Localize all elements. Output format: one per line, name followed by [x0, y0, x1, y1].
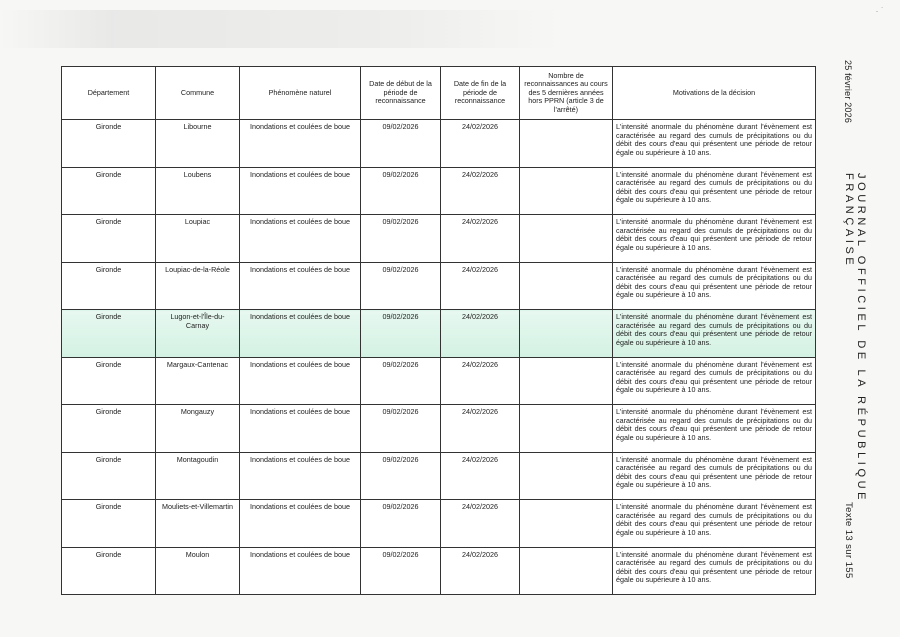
- cell-commune: Loupiac: [156, 215, 240, 263]
- table-row: [62, 452, 816, 500]
- cell-motivations: L'intensité anormale du phénomène durant l'évènement est caractérisée au regard des cumuls de précipitations ou du débit des cours d'eau qui présentent une période de retour égale ou supérieure à 10 ans.: [613, 452, 816, 500]
- header-date-debut: Date de début de la période de reconnaissance: [361, 67, 441, 120]
- header-commune: Commune: [156, 67, 240, 120]
- cell-phenomene: Inondations et coulées de boue: [240, 405, 361, 453]
- cell-departement: Gironde: [62, 215, 156, 263]
- cell-departement: Gironde: [62, 452, 156, 500]
- cell-commune: Mongauzy: [156, 405, 240, 453]
- cell-date-fin: 24/02/2026: [441, 405, 520, 453]
- table-row: [62, 310, 816, 358]
- cell-departement: Gironde: [62, 262, 156, 310]
- cell-commune: Margaux-Cantenac: [156, 357, 240, 405]
- cell-nombre: [520, 500, 613, 548]
- cell-date-fin: 24/02/2026: [441, 167, 520, 215]
- cell-date-fin: 24/02/2026: [441, 120, 520, 168]
- cell-motivations: L'intensité anormale du phénomène durant l'évènement est caractérisée au regard des cumuls de précipitations ou du débit des cours d'eau qui présentent une période de retour égale ou supérieure à 10 ans.: [613, 262, 816, 310]
- cell-date-debut: 09/02/2026: [361, 357, 441, 405]
- header-phenomene: Phénomène naturel: [240, 67, 361, 120]
- header-motivations: Motivations de la décision: [613, 67, 816, 120]
- cell-date-fin: 24/02/2026: [441, 262, 520, 310]
- cell-date-debut: 09/02/2026: [361, 167, 441, 215]
- cell-motivations: L'intensité anormale du phénomène durant l'évènement est caractérisée au regard des cumuls de précipitations ou du débit des cours d'eau qui présentent une période de retour égale ou supérieure à 10 ans.: [613, 357, 816, 405]
- cell-date-debut: 09/02/2026: [361, 452, 441, 500]
- cell-nombre: [520, 262, 613, 310]
- cell-date-fin: 24/02/2026: [441, 500, 520, 548]
- cell-nombre: [520, 215, 613, 263]
- cell-date-fin: 24/02/2026: [441, 310, 520, 358]
- cell-phenomene: Inondations et coulées de boue: [240, 120, 361, 168]
- cell-phenomene: Inondations et coulées de boue: [240, 452, 361, 500]
- side-margin: [843, 60, 867, 580]
- cell-nombre: [520, 167, 613, 215]
- cell-date-fin: 24/02/2026: [441, 452, 520, 500]
- publication-date: 25 février 2026: [843, 60, 853, 124]
- cell-commune: Loubens: [156, 167, 240, 215]
- cell-departement: Gironde: [62, 500, 156, 548]
- table-row: [62, 262, 816, 310]
- cell-departement: Gironde: [62, 310, 156, 358]
- table-row: [62, 547, 816, 595]
- cell-departement: Gironde: [62, 547, 156, 595]
- cell-phenomene: Inondations et coulées de boue: [240, 215, 361, 263]
- cell-date-debut: 09/02/2026: [361, 500, 441, 548]
- cell-motivations: L'intensité anormale du phénomène durant l'évènement est caractérisée au regard des cumuls de précipitations ou du débit des cours d'eau qui présentent une période de retour égale ou supérieure à 10 ans.: [613, 215, 816, 263]
- cell-nombre: [520, 120, 613, 168]
- table-header-row: [62, 67, 816, 120]
- header-nombre: Nombre de reconnaissances au cours des 5 dernières années hors PPRN (article 3 de l'arrêté): [520, 67, 613, 120]
- cell-nombre: [520, 452, 613, 500]
- scan-shading: [0, 10, 560, 48]
- cell-motivations: L'intensité anormale du phénomène durant l'évènement est caractérisée au regard des cumuls de précipitations ou du débit des cours d'eau qui présentent une période de retour égale ou supérieure à 10 ans.: [613, 167, 816, 215]
- cell-date-debut: 09/02/2026: [361, 405, 441, 453]
- cell-phenomene: Inondations et coulées de boue: [240, 310, 361, 358]
- scan-specks: · ˙: [875, 6, 884, 16]
- cell-nombre: [520, 310, 613, 358]
- header-date-fin: Date de fin de la période de reconnaissance: [441, 67, 520, 120]
- table-row: [62, 405, 816, 453]
- text-number: Texte 13 sur 155: [843, 502, 854, 579]
- cell-motivations: L'intensité anormale du phénomène durant l'évènement est caractérisée au regard des cumuls de précipitations ou du débit des cours d'eau qui présentent une période de retour égale ou supérieure à 10 ans.: [613, 310, 816, 358]
- cell-phenomene: Inondations et coulées de boue: [240, 167, 361, 215]
- cell-motivations: L'intensité anormale du phénomène durant l'évènement est caractérisée au regard des cumuls de précipitations ou du débit des cours d'eau qui présentent une période de retour égale ou supérieure à 10 ans.: [613, 547, 816, 595]
- cell-date-debut: 09/02/2026: [361, 262, 441, 310]
- journal-title: JOURNAL OFFICIEL DE LA RÉPUBLIQUE FRANÇAISE: [843, 173, 867, 504]
- cell-commune: Lugon-et-l'Île-du-Carnay: [156, 310, 240, 358]
- cell-departement: Gironde: [62, 405, 156, 453]
- cell-nombre: [520, 357, 613, 405]
- cell-date-fin: 24/02/2026: [441, 357, 520, 405]
- cell-nombre: [520, 405, 613, 453]
- cell-motivations: L'intensité anormale du phénomène durant l'évènement est caractérisée au regard des cumuls de précipitations ou du débit des cours d'eau qui présentent une période de retour égale ou supérieure à 10 ans.: [613, 405, 816, 453]
- cell-nombre: [520, 547, 613, 595]
- cell-departement: Gironde: [62, 167, 156, 215]
- cell-date-debut: 09/02/2026: [361, 120, 441, 168]
- cell-commune: Moulon: [156, 547, 240, 595]
- cell-phenomene: Inondations et coulées de boue: [240, 547, 361, 595]
- cell-departement: Gironde: [62, 357, 156, 405]
- cell-commune: Mouliets-et-Villemartin: [156, 500, 240, 548]
- cell-commune: Loupiac-de-la-Réole: [156, 262, 240, 310]
- cell-commune: Libourne: [156, 120, 240, 168]
- table-row: [62, 167, 816, 215]
- recognition-table: [61, 66, 816, 595]
- table-row: [62, 500, 816, 548]
- cell-date-debut: 09/02/2026: [361, 215, 441, 263]
- table-row: [62, 215, 816, 263]
- table-row: [62, 357, 816, 405]
- cell-date-debut: 09/02/2026: [361, 310, 441, 358]
- cell-commune: Montagoudin: [156, 452, 240, 500]
- cell-date-fin: 24/02/2026: [441, 547, 520, 595]
- header-departement: Département: [62, 67, 156, 120]
- cell-date-debut: 09/02/2026: [361, 547, 441, 595]
- cell-date-fin: 24/02/2026: [441, 215, 520, 263]
- table-row: [62, 120, 816, 168]
- cell-phenomene: Inondations et coulées de boue: [240, 500, 361, 548]
- cell-phenomene: Inondations et coulées de boue: [240, 262, 361, 310]
- cell-motivations: L'intensité anormale du phénomène durant l'évènement est caractérisée au regard des cumuls de précipitations ou du débit des cours d'eau qui présentent une période de retour égale ou supérieure à 10 ans.: [613, 500, 816, 548]
- cell-departement: Gironde: [62, 120, 156, 168]
- cell-motivations: L'intensité anormale du phénomène durant l'évènement est caractérisée au regard des cumuls de précipitations ou du débit des cours d'eau qui présentent une période de retour égale ou supérieure à 10 ans.: [613, 120, 816, 168]
- cell-phenomene: Inondations et coulées de boue: [240, 357, 361, 405]
